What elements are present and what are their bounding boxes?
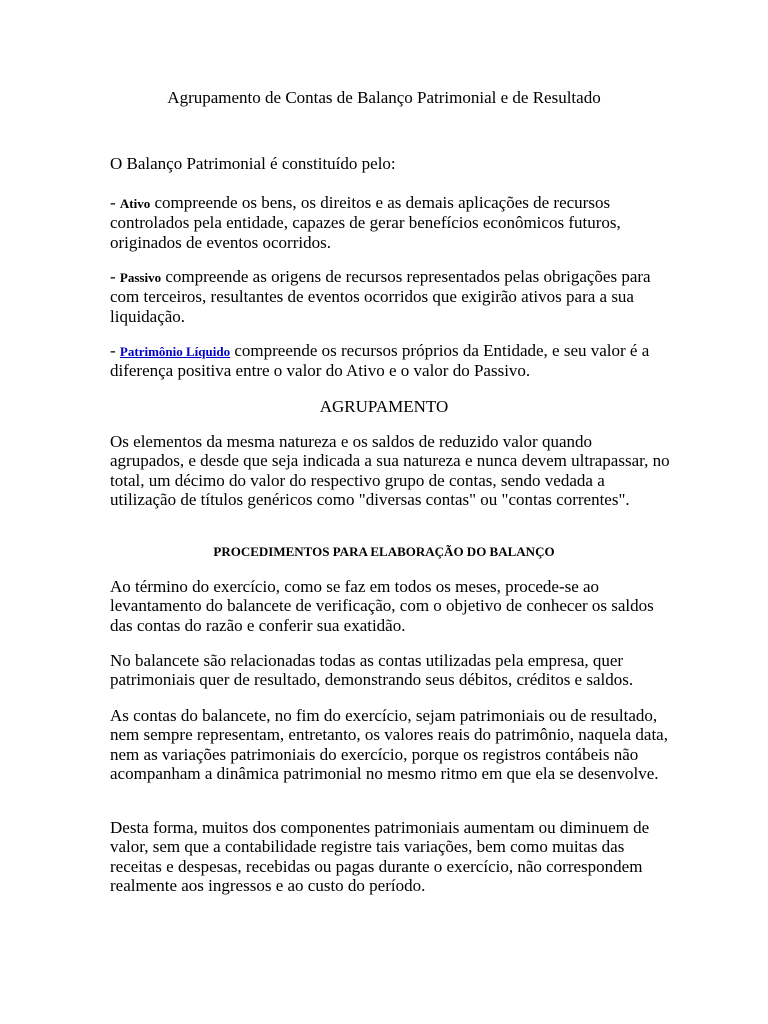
item-prefix: - xyxy=(110,341,120,360)
link-patrimonio-liquido[interactable]: Patrimônio Líquido xyxy=(119,344,231,359)
item-passivo xyxy=(110,267,670,326)
document-title: Agrupamento de Contas de Balanço Patrimonial e de Resultado xyxy=(167,88,601,107)
item-prefix: - xyxy=(110,193,120,212)
term-ativo: Ativo xyxy=(119,196,151,211)
item-ativo-text: compreende os bens, os direitos e as demais aplicações de recursos controlados pela entidade, capazes de gerar benefícios econômicos futuros, originados de eventos ocorridos. xyxy=(110,193,621,252)
item-patrimonio-liquido xyxy=(110,341,670,381)
item-passivo-text: compreende as origens de recursos representados pelas obrigações para com terceiros, resultantes de eventos ocorridos que exigirão ativos para a sua liquidação. xyxy=(110,267,651,326)
paragraph-desta-forma: Desta forma, muitos dos componentes patrimoniais aumentam ou diminuem de valor, sem que a contabilidade registre tais variações, bem como muitas das receitas e despesas, recebidas ou pagas durante o exercício, não correspondem realmente aos ingressos e ao custo do período. xyxy=(110,818,650,896)
intro-paragraph: O Balanço Patrimonial é constituído pelo: xyxy=(110,154,396,173)
term-passivo: Passivo xyxy=(119,270,162,285)
paragraph-agrupamento: Os elementos da mesma natureza e os saldos de reduzido valor quando agrupados, e desde que seja indicada a sua natureza e nunca devem ultrapassar, no total, um décimo do valor do respectivo grupo de contas, sendo vedada a utilização de títulos genéricos como "diversas contas" ou "contas correntes". xyxy=(110,432,670,510)
heading-procedimentos: PROCEDIMENTOS PARA ELABORAÇÃO DO BALANÇO xyxy=(213,544,555,559)
heading-agrupamento: AGRUPAMENTO xyxy=(319,397,449,416)
item-ativo xyxy=(110,193,670,252)
item-prefix: - xyxy=(110,267,120,286)
paragraph-termino-exercicio: Ao término do exercício, como se faz em todos os meses, procede-se ao levantamento do balancete de verificação, com o objetivo de conhecer os saldos das contas do razão e conferir sua exatidão. xyxy=(110,577,654,635)
paragraph-contas-balancete: As contas do balancete, no fim do exercício, sejam patrimoniais ou de resultado, nem sempre representam, entretanto, os valores reais do patrimônio, naquela data, nem as variações patrimoniais do exercício, porque os registros contábeis não acompanham a dinâmica patrimonial no mesmo ritmo em que ela se desenvolve. xyxy=(110,706,668,784)
paragraph-balancete: No balancete são relacionadas todas as contas utilizadas pela empresa, quer patrimoniais quer de resultado, demonstrando seus débitos, créditos e saldos. xyxy=(110,651,634,690)
item-patrimonio-liquido-text: compreende os recursos próprios da Entidade, e seu valor é a diferença positiva entre o valor do Ativo e o valor do Passivo. xyxy=(110,341,650,381)
